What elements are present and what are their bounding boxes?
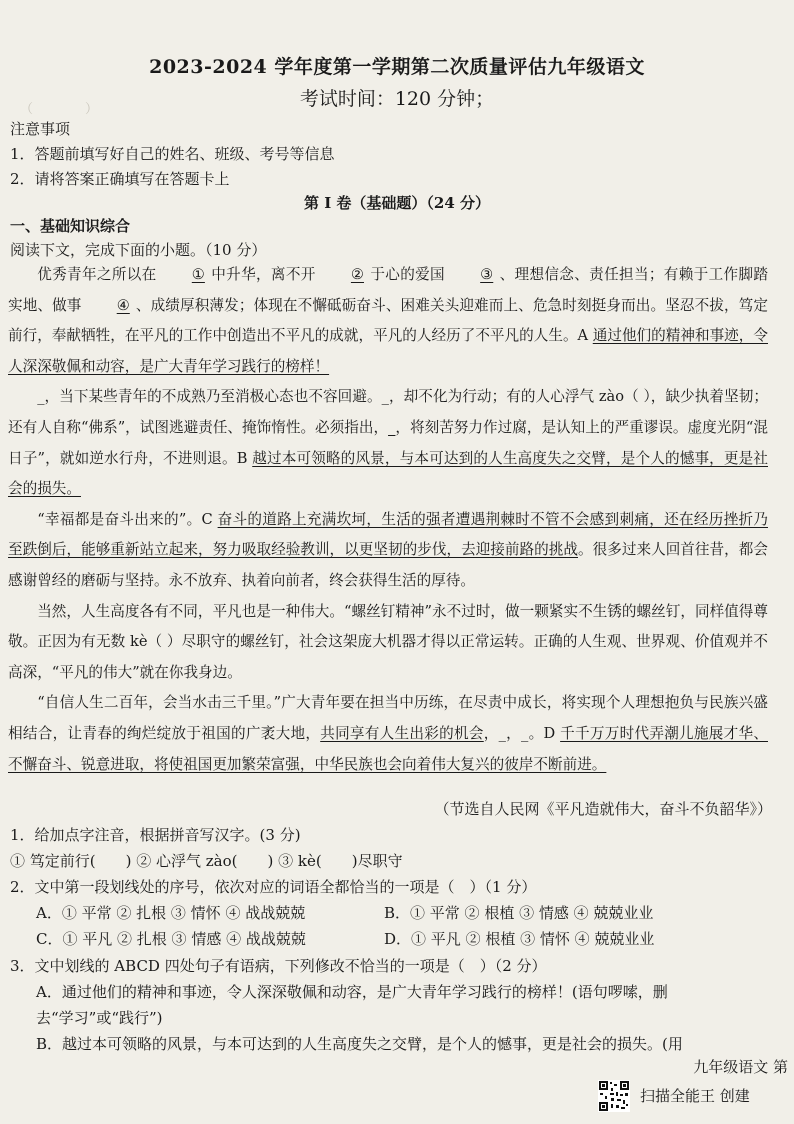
q2-option-c: C．① 平凡 ② 扎根 ③ 情感 ④ 战战兢兢: [36, 930, 306, 948]
part1-heading: 一、基础知识综合: [10, 217, 131, 235]
q2-option-b: B．① 平常 ② 根植 ③ 情感 ④ 兢兢业业: [384, 904, 654, 922]
passage-paragraph-1: 优秀青年之所以在 ① 中升华，离不开 ② 于心的爱国 ③ 、理想信念、责任担当；有赖于工作脚踏实地、做事 ④ 、成绩厚积薄发；体现在不懈砥砺奋斗、困难关头迎难而上、危急时刻挺身而出。坚忍不拔，笃定前行，奉献牺牲，在平凡的工作中创造出不平凡的成就，平凡的人经历了不平凡的人生。A 通过他们的精神和事迹，令人深深敬佩和动容，是广大青年学习践行的榜样！: [8, 260, 768, 382]
q3-option-b: B．越过本可领略的风景，与本可达到的人生高度失之交臂，是个人的憾事，更是社会的损失。(用: [36, 1035, 683, 1053]
passage-paragraph-2: _，当下某些青年的不成熟乃至消极心态也不容回避。_，却不化为行动；有的人心浮气 zào（ ），缺少执着坚韧；还有人自称“佛系”，试图逃避责任、掩饰惰性。必须指出，_，将刻苦努力作过腐，是认知上的严重谬误。虚度光阴“混日子”，就如逆水行舟，不进则退。B 越过本可领略的风景，与本可达到的人生高度失之交臂，是个人的憾事，更是社会的损失。: [8, 388, 768, 498]
notice-heading: 注意事项: [10, 120, 71, 138]
q3-option-a-line2: 去“学习”或“践行”): [36, 1009, 163, 1027]
blank-3: ③: [480, 266, 494, 283]
scanner-watermark: 扫描全能王 创建: [640, 1087, 750, 1105]
reading-passage: [8, 260, 768, 780]
question-3: 3．文中划线的 ABCD 四处句子有语病，下列修改不恰当的一项是（ ）（2 分）: [10, 957, 547, 975]
question-1-items: ① 笃定前行( ) ② 心浮气 zào( ) ③ kè( )尽职守: [10, 852, 403, 870]
sentence-d: 千千万万时代弄潮儿施展才华、不懈奋斗、锐意进取，将使祖国更加繁荣富强，中华民族也会向着伟大复兴的彼岸不断前进。: [8, 724, 768, 773]
q3-option-a-line1: A．通过他们的精神和事迹，令人深深敬佩和动容，是广大青年学习践行的榜样！(语句啰嗦，删: [36, 983, 668, 1001]
notice-item-1: 1．答题前填写好自己的姓名、班级、考号等信息: [10, 145, 335, 163]
part1-instruction: 阅读下文，完成下面的小题。（10 分）: [10, 241, 267, 259]
question-1: 1．给加点字注音，根据拼音写汉字。(3 分): [10, 826, 301, 844]
blank-2: ②: [350, 266, 364, 283]
notice-item-2: 2．请将答案正确填写在答题卡上: [10, 170, 230, 188]
sentence-b: 越过本可领略的风景，与本可达到的人生高度失之交臂，是个人的憾事，更是社会的损失。: [8, 449, 768, 498]
passage-paragraph-3: “幸福都是奋斗出来的”。C 奋斗的道路上充满坎坷，生活的强者遭遇荆棘时不管不会感到刺痛，还在经历挫折乃至跌倒后，能够重新站立起来，努力吸取经验教训，以更坚韧的步伐，去迎接前路的挑战。很多过来人回首往昔，都会感谢曾经的磨砺与坚持。永不放弃、执着向前者，终会获得生活的厚待。: [8, 510, 768, 589]
qr-code-icon: [598, 1080, 630, 1112]
passage-paragraph-4: 当然，人生高度各有不同，平凡也是一种伟大。“螺丝钉精神”永不过时，做一颗紧实不生锈的螺丝钉，同样值得尊敬。正因为有无数 kè（ ）尽职守的螺丝钉，社会这架庞大机器才得以正常运转。正确的人生观、世界观、价值观并不高深，“平凡的伟大”就在你我身边。: [8, 602, 768, 681]
question-2: 2．文中第一段划线处的序号，依次对应的词语全都恰当的一项是（ ）（1 分）: [10, 878, 537, 896]
q2-option-a: A．① 平常 ② 扎根 ③ 情怀 ④ 战战兢兢: [36, 904, 306, 922]
blank-1: ①: [191, 266, 205, 283]
exam-time: 考试时间：120 分钟；: [299, 88, 495, 110]
page-footer-label: 九年级语文 第: [693, 1058, 788, 1076]
passage-source: （节选自人民网《平凡造就伟大，奋斗不负韶华》）: [434, 800, 772, 818]
sentence-a: 通过他们的精神和事迹，令人深深敬佩和动容，是广大青年学习践行的榜样！: [8, 327, 768, 375]
exam-title: 2023-2024 学年度第一学期第二次质量评估九年级语文: [149, 56, 645, 78]
passage-paragraph-5: “自信人生二百年，会当水击三千里。”广大青年要在担当中历练，在尽责中成长，将实现个人理想抱负与民族兴盛相结合，让青春的绚烂绽放于祖国的广袤大地，共同享有人生出彩的机会，_，_。D 千千万万时代弄潮儿施展才华、不懈奋斗、锐意进取，将使祖国更加繁荣富强，中华民族也会向着伟大复兴的彼岸不断前进。: [8, 694, 768, 773]
bleed-through-text: （ ）: [20, 102, 99, 117]
sentence-c: 奋斗的道路上充满坎坷，生活的强者遭遇荆棘时不管不会感到刺痛，还在经历挫折乃至跌倒后，能够重新站立起来，努力吸取经验教训，以更坚韧的步伐，去迎接前路的挑战: [8, 510, 768, 559]
blank-4: ④: [116, 296, 130, 314]
section-title: 第 I 卷（基础题）（24 分）: [303, 194, 491, 212]
q2-option-d: D．① 平凡 ② 根植 ③ 情怀 ④ 兢兢业业: [384, 930, 655, 948]
